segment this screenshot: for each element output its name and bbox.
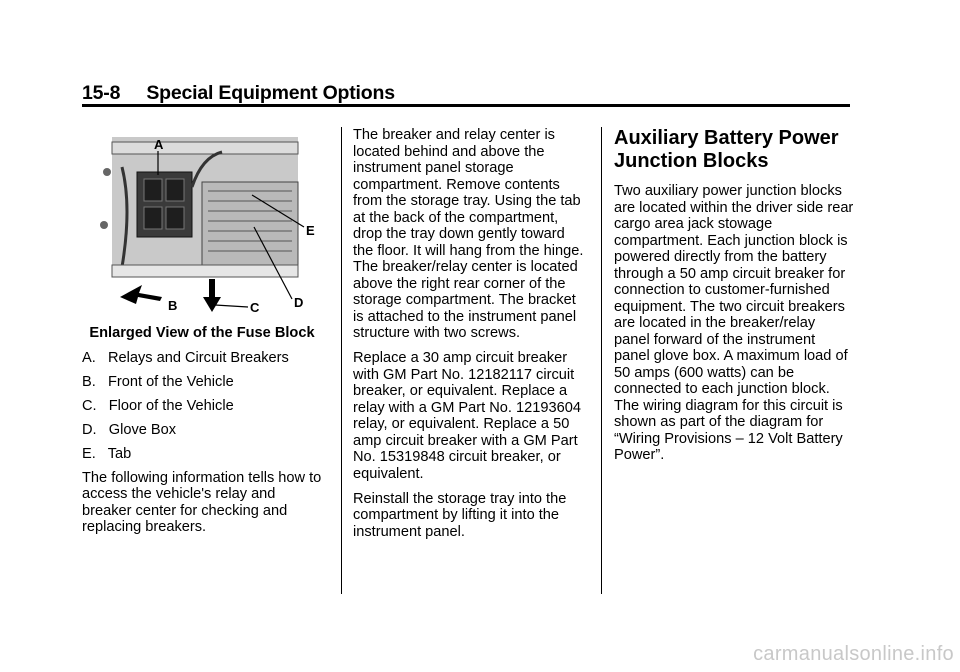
- breaker-panel-cover: [202, 182, 298, 267]
- label-c: C: [250, 300, 260, 315]
- fuse-block-figure: [82, 127, 322, 317]
- top-bar: [112, 142, 298, 154]
- label-a: A: [154, 137, 164, 152]
- column-right: [614, 127, 854, 472]
- body-paragraph: Replace a 30 amp circuit breaker with GM Part No. 12182117 circuit breaker, or equivalent. Replace a relay with a GM Part No. 12193604 relay, or equivalent. Replace a 50 amp circuit breaker with a GM Part No. 15319848 circuit breaker, or equivalent.: [353, 350, 581, 482]
- arrow-down-icon: [203, 279, 221, 312]
- page-title: 15-8 Special Equipment Options: [82, 82, 395, 104]
- body-paragraph: Reinstall the storage tray into the compartment by lifting it into the instrument panel.: [353, 490, 567, 540]
- relay-block: [137, 172, 192, 237]
- body-paragraph: The breaker and relay center is located behind and above the instrument panel storage compartment. Remove contents from the storage tray. Using the tab at the back of the compartment, drop the tray down gently toward the floor. It will hang from the hinge. The breaker/relay center is located above the right rear corner of the storage compartment. The bracket is attached to the instrument panel structure with two screws.: [353, 127, 584, 341]
- label-e: E: [306, 223, 315, 238]
- bottom-strip: [112, 265, 298, 277]
- watermark: carmanualsonline.info: [753, 643, 954, 665]
- screw: [100, 221, 108, 229]
- column-divider-2: [601, 127, 602, 594]
- label-b: B: [168, 298, 178, 313]
- section-heading: Auxiliary Battery Power Junction Blocks: [614, 127, 839, 172]
- legend-item: E. Tab: [82, 445, 132, 462]
- page-header: [82, 82, 852, 104]
- leader-c: [215, 305, 248, 307]
- legend-item: D. Glove Box: [82, 421, 177, 438]
- label-d: D: [294, 295, 304, 310]
- intro-paragraph: The following information tells how to access the vehicle's relay and breaker center for checking and replacing breakers.: [82, 469, 322, 535]
- arrow-front-icon: [120, 285, 162, 304]
- screw: [103, 168, 111, 176]
- fuse-block-illustration: [82, 127, 322, 317]
- legend-item: B. Front of the Vehicle: [82, 373, 234, 390]
- column-left: [82, 127, 322, 544]
- figure-caption: Enlarged View of the Fuse Block: [89, 325, 315, 341]
- legend-item: C. Floor of the Vehicle: [82, 397, 234, 414]
- header-rule: [82, 104, 850, 107]
- column-middle: [353, 127, 585, 549]
- figure-legend: [82, 350, 322, 463]
- body-paragraph: Two auxiliary power junction blocks are located within the driver side rear cargo area jack stowage compartment. Each junction block is powered directly from the battery through a 50 amp circuit breaker for connection to customer-furnished equipment. The two circuit breakers are located in the breaker/relay panel forward of the instrument panel glove box. A maximum load of 50 amps (600 watts) can be connected to each junction block. The wiring diagram for this circuit is shown as part of the diagram for “Wiring Provisions – 12 Volt Battery Power”.: [614, 183, 854, 463]
- column-divider-1: [341, 127, 342, 594]
- legend-item: A. Relays and Circuit Breakers: [82, 349, 289, 366]
